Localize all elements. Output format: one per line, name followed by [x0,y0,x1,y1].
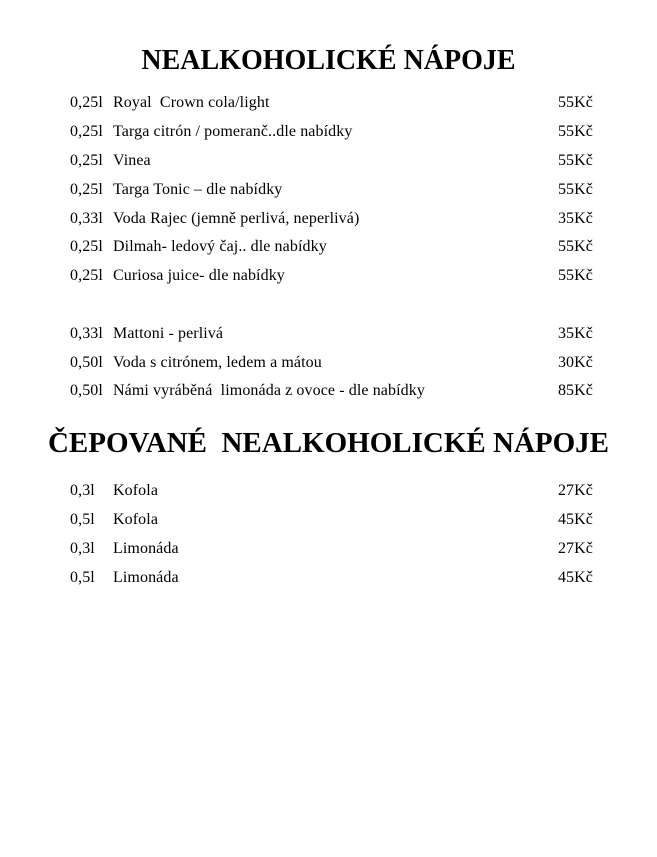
item-volume: 0,50l [70,353,103,371]
item-volume: 0,33l [70,209,103,227]
item-price: 55Kč [557,94,593,112]
item-price: 45Kč [557,510,593,528]
item-name: Námi vyráběná limonáda z ovoce - dle nabídky [113,382,425,400]
menu-group-bottled-drinks [70,89,593,406]
section-title-nonalcoholic-drinks: NEALKOHOLICKÉ NÁPOJE [141,45,516,76]
item-name: Limonáda [113,568,179,586]
menu-row [70,118,593,147]
item-name: Kofola [113,510,159,528]
item-name: Vinea [113,151,151,169]
item-price: 30Kč [557,353,593,371]
item-volume: 0,3l [70,539,95,557]
item-volume: 0,3l [70,482,95,500]
menu-row [70,377,593,406]
item-volume: 0,25l [70,180,103,198]
item-price: 55Kč [557,151,593,169]
section-title-draft-nonalcoholic-drinks: ČEPOVANÉ NEALKOHOLICKÉ NÁPOJE [47,426,609,459]
item-price: 85Kč [557,382,593,400]
menu-row [70,506,593,535]
item-name: Limonáda [113,539,179,557]
item-name: Voda Rajec (jemně perlivá, neperlivá) [113,209,360,227]
item-price: 55Kč [557,123,593,141]
item-name: Targa Tonic – dle nabídky [113,180,283,198]
group-spacer [70,291,593,320]
menu-row [70,175,593,204]
menu-group-draft-drinks [70,477,593,592]
item-volume: 0,5l [70,510,95,528]
menu-row [70,233,593,262]
menu-row [70,147,593,176]
menu-row [70,477,593,506]
item-volume: 0,25l [70,238,103,256]
item-name: Royal Crown cola/light [113,94,270,112]
menu-row [70,563,593,592]
menu-row [70,89,593,118]
menu-row [70,348,593,377]
item-volume: 0,33l [70,324,103,342]
menu-row [70,204,593,233]
item-name: Voda s citrónem, ledem a mátou [113,353,322,371]
menu-row [70,534,593,563]
item-volume: 0,50l [70,382,103,400]
item-volume: 0,5l [70,568,95,586]
menu-row [70,262,593,291]
item-price: 55Kč [557,238,593,256]
item-price: 27Kč [557,539,593,557]
menu-row [70,319,593,348]
item-volume: 0,25l [70,94,103,112]
item-price: 35Kč [557,324,593,342]
item-name: Mattoni - perlivá [113,324,224,342]
item-name: Curiosa juice- dle nabídky [113,267,285,285]
item-price: 35Kč [557,209,593,227]
item-price: 55Kč [557,180,593,198]
item-name: Kofola [113,482,159,500]
item-volume: 0,25l [70,151,103,169]
item-price: 27Kč [557,482,593,500]
item-name: Targa citrón / pomeranč..dle nabídky [113,123,353,141]
item-price: 55Kč [557,267,593,285]
item-volume: 0,25l [70,123,103,141]
item-price: 45Kč [557,568,593,586]
item-name: Dilmah- ledový čaj.. dle nabídky [113,238,327,256]
item-volume: 0,25l [70,267,103,285]
